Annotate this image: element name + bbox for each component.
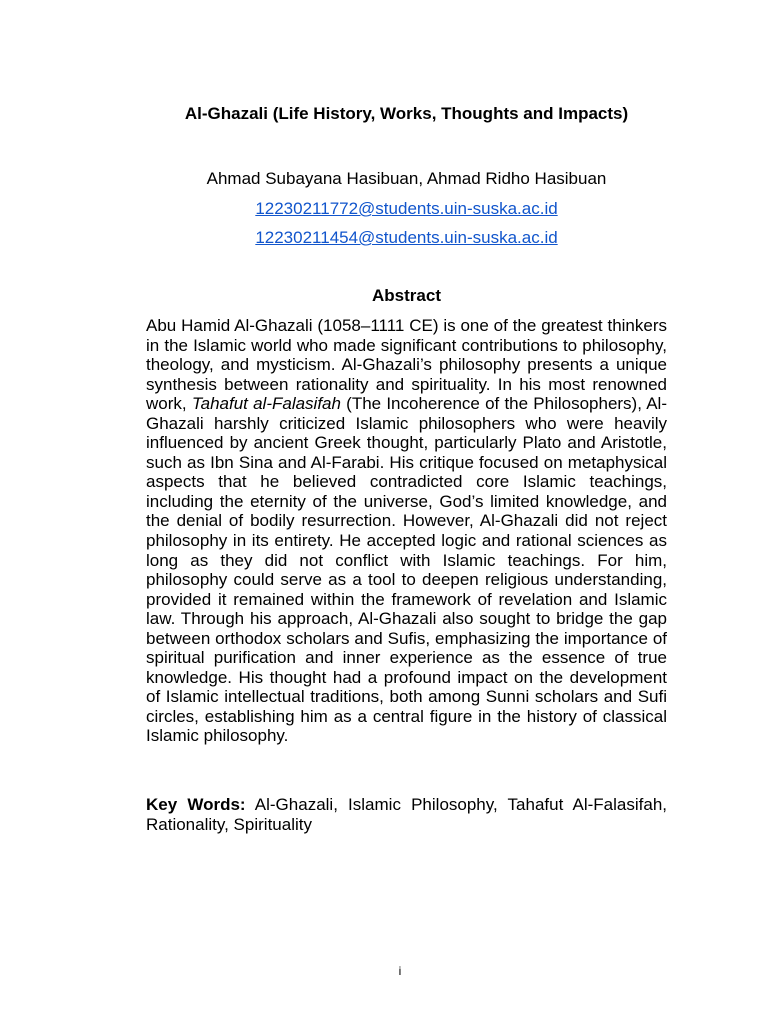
abstract-text-part-2: (The Incoherence of the Philosophers), Al-Ghazali harshly criticized Islamic philosophers who were heavily influenced by ancient Greek thought, particularly Plato and Aristotle, such as Ibn Sina and Al-Farabi. His critique focused on metaphysical aspects that he believed contradicted core Islamic teachings, including the eternity of the universe, God’s limited knowledge, and the denial of bodily resurrection. However, Al-Ghazali did not reject philosophy in its entirety. He accepted logic and rational sciences as long as they did not conflict with Islamic teachings. For him, philosophy could serve as a tool to deepen religious understanding, provided it remained within the framework of revelation and Islamic law. Through his approach, Al-Ghazali also sought to bridge the gap between orthodox scholars and Sufis, emphasizing the importance of spiritual purification and inner experience as the essence of true knowledge. His thought had a profound impact on the development of Islamic intellectual traditions, both among Sunni scholars and Sufi circles, establishing him as a central figure in the history of classical Islamic philosophy. <box>146 394 667 746</box>
paper-title: Al-Ghazali (Life History, Works, Thoughts and Impacts) <box>184 104 629 123</box>
author-email-2-line <box>0 227 768 249</box>
abstract-text-part-1: Abu Hamid Al-Ghazali (1058–1111 CE) is one of the greatest thinkers in the Islamic world who made significant contributions to philosophy, theology, and mysticism. Al-Ghazali’s philosophy presents a unique synthesis between rationality and spirituality. In his most renowned work, <box>146 316 667 414</box>
page-number: i <box>398 964 402 978</box>
keywords-label: Key Words: <box>146 795 246 814</box>
author-email-1-line <box>0 198 768 220</box>
author-email-1-link[interactable]: 12230211772@students.uin-suska.ac.id <box>255 199 558 218</box>
keywords-text: Al-Ghazali, Islamic Philosophy, Tahafut Al-Falasifah, Rationality, Spirituality <box>146 795 667 834</box>
abstract-heading: Abstract <box>372 286 441 305</box>
keywords-paragraph <box>146 795 667 835</box>
author-names: Ahmad Subayana Hasibuan, Ahmad Ridho Hasibuan <box>206 169 607 188</box>
abstract-body <box>146 316 667 746</box>
abstract-italic-work-title: Tahafut al-Falasifah <box>191 394 341 414</box>
author-email-2-link[interactable]: 12230211454@students.uin-suska.ac.id <box>255 228 558 247</box>
